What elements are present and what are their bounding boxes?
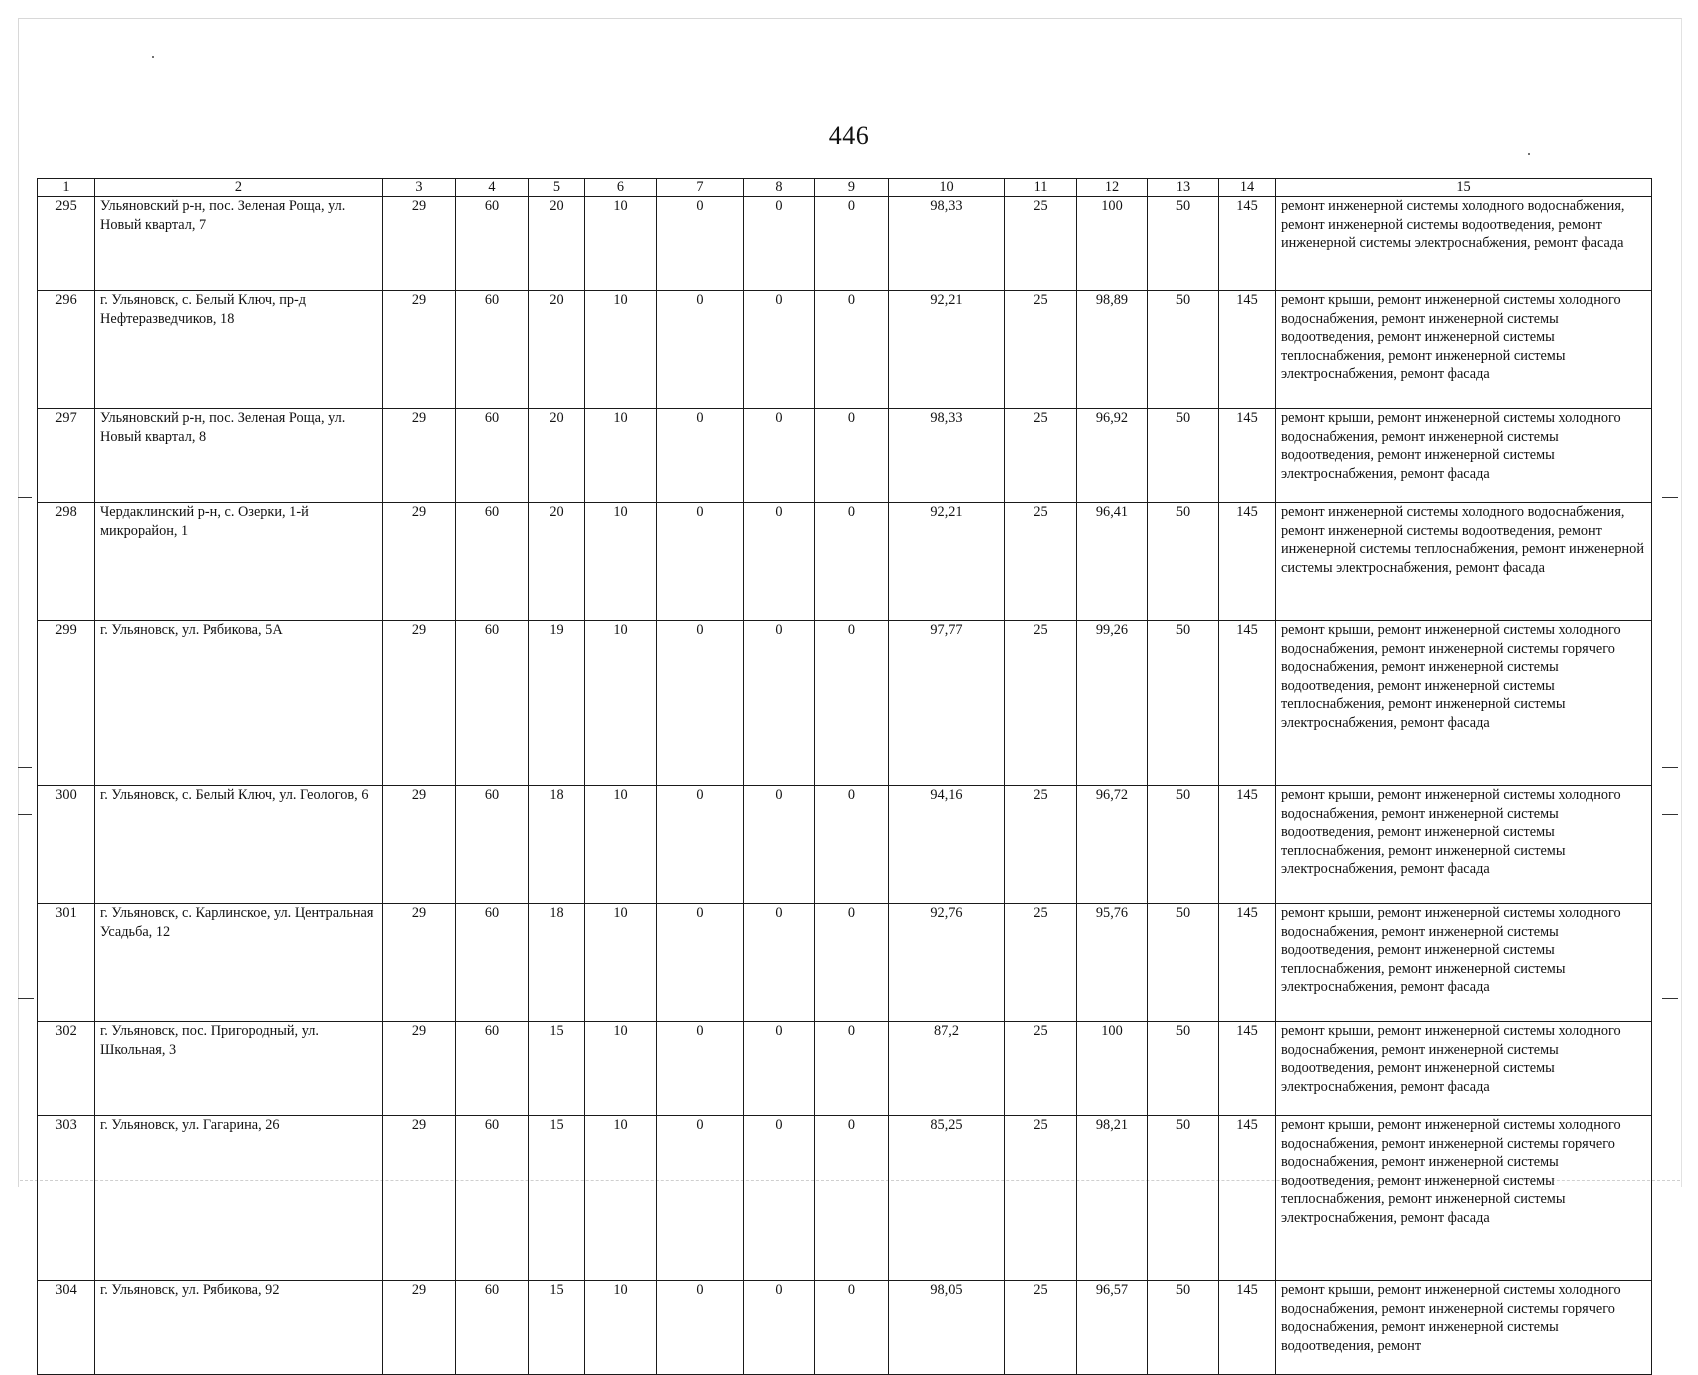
- col4-cell: 60: [456, 197, 529, 291]
- col10-cell: 98,05: [889, 1281, 1005, 1375]
- col14-cell: 145: [1219, 503, 1276, 621]
- col3-cell: 29: [383, 904, 456, 1022]
- col11-cell: 25: [1005, 1116, 1077, 1281]
- col5-cell: 20: [529, 197, 585, 291]
- col4-cell: 60: [456, 1116, 529, 1281]
- col9-cell: 0: [815, 621, 889, 786]
- col9-cell: 0: [815, 1281, 889, 1375]
- column-header-10: 10: [889, 179, 1005, 197]
- column-header-14: 14: [1219, 179, 1276, 197]
- col9-cell: 0: [815, 197, 889, 291]
- col14-cell: 145: [1219, 1281, 1276, 1375]
- col11-cell: 25: [1005, 621, 1077, 786]
- col8-cell: 0: [744, 786, 815, 904]
- col12-cell: 98,89: [1077, 291, 1148, 409]
- col11-cell: 25: [1005, 786, 1077, 904]
- col7-cell: 0: [657, 904, 744, 1022]
- col7-cell: 0: [657, 1281, 744, 1375]
- row-number: 300: [38, 786, 95, 904]
- address-cell: г. Ульяновск, пос. Пригородный, ул. Школьная, 3: [95, 1022, 383, 1116]
- column-header-3: 3: [383, 179, 456, 197]
- col6-cell: 10: [585, 503, 657, 621]
- col5-cell: 15: [529, 1281, 585, 1375]
- col8-cell: 0: [744, 1022, 815, 1116]
- column-header-2: 2: [95, 179, 383, 197]
- col8-cell: 0: [744, 503, 815, 621]
- col5-cell: 15: [529, 1022, 585, 1116]
- address-cell: Ульяновский р-н, пос. Зеленая Роща, ул. Новый квартал, 8: [95, 409, 383, 503]
- row-number: 304: [38, 1281, 95, 1375]
- col6-cell: 10: [585, 786, 657, 904]
- col14-cell: 145: [1219, 409, 1276, 503]
- col7-cell: 0: [657, 786, 744, 904]
- row-number: 296: [38, 291, 95, 409]
- col14-cell: 145: [1219, 904, 1276, 1022]
- table-row: [38, 786, 1652, 904]
- col8-cell: 0: [744, 291, 815, 409]
- col5-cell: 20: [529, 503, 585, 621]
- works-cell: ремонт крыши, ремонт инженерной системы холодного водоснабжения, ремонт инженерной системы горячего водоснабжения, ремонт инженерной системы водоотведения, ремонт инженерной системы теплоснабжения, ремонт инженерной системы электроснабжения, ремонт фасада: [1276, 1116, 1652, 1281]
- col4-cell: 60: [456, 1281, 529, 1375]
- table-row: [38, 1281, 1652, 1375]
- col13-cell: 50: [1148, 786, 1219, 904]
- col13-cell: 50: [1148, 1281, 1219, 1375]
- col12-cell: 98,21: [1077, 1116, 1148, 1281]
- col13-cell: 50: [1148, 197, 1219, 291]
- col5-cell: 20: [529, 291, 585, 409]
- col6-cell: 10: [585, 1022, 657, 1116]
- col4-cell: 60: [456, 1022, 529, 1116]
- col6-cell: 10: [585, 904, 657, 1022]
- col9-cell: 0: [815, 503, 889, 621]
- col12-cell: 96,92: [1077, 409, 1148, 503]
- col14-cell: 145: [1219, 1022, 1276, 1116]
- data-table-container: [37, 178, 1651, 1354]
- column-header-7: 7: [657, 179, 744, 197]
- col6-cell: 10: [585, 409, 657, 503]
- address-cell: г. Ульяновск, ул. Рябикова, 5А: [95, 621, 383, 786]
- table-row: [38, 197, 1652, 291]
- address-cell: Ульяновский р-н, пос. Зеленая Роща, ул. Новый квартал, 7: [95, 197, 383, 291]
- col3-cell: 29: [383, 1022, 456, 1116]
- data-table: [37, 178, 1652, 1375]
- works-cell: ремонт крыши, ремонт инженерной системы холодного водоснабжения, ремонт инженерной системы водоотведения, ремонт инженерной системы теплоснабжения, ремонт инженерной системы электроснабжения, ремонт фасада: [1276, 786, 1652, 904]
- column-header-8: 8: [744, 179, 815, 197]
- col5-cell: 15: [529, 1116, 585, 1281]
- col4-cell: 60: [456, 786, 529, 904]
- table-row: [38, 1022, 1652, 1116]
- col7-cell: 0: [657, 1022, 744, 1116]
- address-cell: г. Ульяновск, с. Белый Ключ, пр-д Нефтеразведчиков, 18: [95, 291, 383, 409]
- col7-cell: 0: [657, 291, 744, 409]
- col9-cell: 0: [815, 409, 889, 503]
- col14-cell: 145: [1219, 621, 1276, 786]
- col12-cell: 99,26: [1077, 621, 1148, 786]
- col3-cell: 29: [383, 503, 456, 621]
- col14-cell: 145: [1219, 197, 1276, 291]
- col4-cell: 60: [456, 904, 529, 1022]
- col10-cell: 87,2: [889, 1022, 1005, 1116]
- table-row: [38, 1116, 1652, 1281]
- col13-cell: 50: [1148, 1116, 1219, 1281]
- col11-cell: 25: [1005, 291, 1077, 409]
- col12-cell: 100: [1077, 1022, 1148, 1116]
- col8-cell: 0: [744, 409, 815, 503]
- margin-tick: [1662, 767, 1678, 768]
- col5-cell: 18: [529, 786, 585, 904]
- col4-cell: 60: [456, 409, 529, 503]
- column-header-9: 9: [815, 179, 889, 197]
- col13-cell: 50: [1148, 904, 1219, 1022]
- col3-cell: 29: [383, 1116, 456, 1281]
- table-row: [38, 291, 1652, 409]
- col10-cell: 85,25: [889, 1116, 1005, 1281]
- row-number: 298: [38, 503, 95, 621]
- works-cell: ремонт крыши, ремонт инженерной системы холодного водоснабжения, ремонт инженерной системы водоотведения, ремонт инженерной системы электроснабжения, ремонт фасада: [1276, 409, 1652, 503]
- col6-cell: 10: [585, 197, 657, 291]
- col9-cell: 0: [815, 904, 889, 1022]
- col10-cell: 92,21: [889, 503, 1005, 621]
- col7-cell: 0: [657, 1116, 744, 1281]
- col12-cell: 96,57: [1077, 1281, 1148, 1375]
- col3-cell: 29: [383, 197, 456, 291]
- col10-cell: 94,16: [889, 786, 1005, 904]
- col10-cell: 97,77: [889, 621, 1005, 786]
- column-header-12: 12: [1077, 179, 1148, 197]
- margin-tick: [1662, 497, 1678, 498]
- col3-cell: 29: [383, 1281, 456, 1375]
- col7-cell: 0: [657, 621, 744, 786]
- margin-tick: [1662, 998, 1678, 999]
- row-number: 302: [38, 1022, 95, 1116]
- col4-cell: 60: [456, 291, 529, 409]
- scan-speck: [152, 56, 154, 58]
- col11-cell: 25: [1005, 904, 1077, 1022]
- works-cell: ремонт инженерной системы холодного водоснабжения, ремонт инженерной системы водоотведения, ремонт инженерной системы теплоснабжения, ремонт инженерной системы электроснабжения, ремонт фасада: [1276, 503, 1652, 621]
- col3-cell: 29: [383, 409, 456, 503]
- col5-cell: 19: [529, 621, 585, 786]
- row-number: 297: [38, 409, 95, 503]
- col10-cell: 98,33: [889, 197, 1005, 291]
- col8-cell: 0: [744, 1281, 815, 1375]
- col13-cell: 50: [1148, 621, 1219, 786]
- column-header-6: 6: [585, 179, 657, 197]
- col6-cell: 10: [585, 291, 657, 409]
- col8-cell: 0: [744, 197, 815, 291]
- col7-cell: 0: [657, 409, 744, 503]
- col10-cell: 98,33: [889, 409, 1005, 503]
- address-cell: г. Ульяновск, с. Карлинское, ул. Центральная Усадьба, 12: [95, 904, 383, 1022]
- col9-cell: 0: [815, 1022, 889, 1116]
- col14-cell: 145: [1219, 1116, 1276, 1281]
- works-cell: ремонт крыши, ремонт инженерной системы холодного водоснабжения, ремонт инженерной системы водоотведения, ремонт инженерной системы теплоснабжения, ремонт инженерной системы электроснабжения, ремонт фасада: [1276, 291, 1652, 409]
- margin-tick: [18, 998, 34, 999]
- row-number: 299: [38, 621, 95, 786]
- margin-tick: [18, 767, 32, 768]
- page-number: 446: [828, 121, 870, 150]
- col10-cell: 92,21: [889, 291, 1005, 409]
- address-cell: Чердаклинский р-н, с. Озерки, 1-й микрорайон, 1: [95, 503, 383, 621]
- col11-cell: 25: [1005, 503, 1077, 621]
- col4-cell: 60: [456, 621, 529, 786]
- address-cell: г. Ульяновск, с. Белый Ключ, ул. Геологов, 6: [95, 786, 383, 904]
- col3-cell: 29: [383, 621, 456, 786]
- col8-cell: 0: [744, 621, 815, 786]
- col8-cell: 0: [744, 904, 815, 1022]
- col9-cell: 0: [815, 786, 889, 904]
- table-body: [38, 197, 1652, 1375]
- margin-tick: [18, 497, 32, 498]
- col9-cell: 0: [815, 291, 889, 409]
- column-header-1: 1: [38, 179, 95, 197]
- col11-cell: 25: [1005, 1022, 1077, 1116]
- col5-cell: 18: [529, 904, 585, 1022]
- col3-cell: 29: [383, 291, 456, 409]
- column-header-5: 5: [529, 179, 585, 197]
- col13-cell: 50: [1148, 409, 1219, 503]
- col12-cell: 95,76: [1077, 904, 1148, 1022]
- table-row: [38, 904, 1652, 1022]
- works-cell: ремонт крыши, ремонт инженерной системы холодного водоснабжения, ремонт инженерной системы горячего водоснабжения, ремонт инженерной системы водоотведения, ремонт инженерной системы теплоснабжения, ремонт инженерной системы электроснабжения, ремонт фасада: [1276, 621, 1652, 786]
- row-number: 303: [38, 1116, 95, 1281]
- col12-cell: 96,41: [1077, 503, 1148, 621]
- col14-cell: 145: [1219, 291, 1276, 409]
- col5-cell: 20: [529, 409, 585, 503]
- col14-cell: 145: [1219, 786, 1276, 904]
- address-cell: г. Ульяновск, ул. Гагарина, 26: [95, 1116, 383, 1281]
- col12-cell: 100: [1077, 197, 1148, 291]
- col13-cell: 50: [1148, 503, 1219, 621]
- margin-tick: [18, 814, 32, 815]
- works-cell: ремонт крыши, ремонт инженерной системы холодного водоснабжения, ремонт инженерной системы водоотведения, ремонт инженерной системы теплоснабжения, ремонт инженерной системы электроснабжения, ремонт фасада: [1276, 904, 1652, 1022]
- row-number: 295: [38, 197, 95, 291]
- works-cell: ремонт инженерной системы холодного водоснабжения, ремонт инженерной системы водоотведения, ремонт инженерной системы электроснабжения, ремонт фасада: [1276, 197, 1652, 291]
- works-cell: ремонт крыши, ремонт инженерной системы холодного водоснабжения, ремонт инженерной системы водоотведения, ремонт инженерной системы электроснабжения, ремонт фасада: [1276, 1022, 1652, 1116]
- col10-cell: 92,76: [889, 904, 1005, 1022]
- address-cell: г. Ульяновск, ул. Рябикова, 92: [95, 1281, 383, 1375]
- col6-cell: 10: [585, 1281, 657, 1375]
- col6-cell: 10: [585, 621, 657, 786]
- col7-cell: 0: [657, 503, 744, 621]
- col4-cell: 60: [456, 503, 529, 621]
- row-number: 301: [38, 904, 95, 1022]
- col13-cell: 50: [1148, 291, 1219, 409]
- header-row: [38, 179, 1652, 197]
- column-header-4: 4: [456, 179, 529, 197]
- col6-cell: 10: [585, 1116, 657, 1281]
- col11-cell: 25: [1005, 197, 1077, 291]
- scan-speck: [1528, 153, 1530, 155]
- works-cell: ремонт крыши, ремонт инженерной системы холодного водоснабжения, ремонт инженерной системы горячего водоснабжения, ремонт инженерной системы водоотведения, ремонт: [1276, 1281, 1652, 1375]
- col11-cell: 25: [1005, 409, 1077, 503]
- col8-cell: 0: [744, 1116, 815, 1281]
- column-header-15: 15: [1276, 179, 1652, 197]
- col7-cell: 0: [657, 197, 744, 291]
- col13-cell: 50: [1148, 1022, 1219, 1116]
- margin-tick: [1662, 814, 1678, 815]
- col11-cell: 25: [1005, 1281, 1077, 1375]
- table-row: [38, 621, 1652, 786]
- col3-cell: 29: [383, 786, 456, 904]
- table-row: [38, 503, 1652, 621]
- table-row: [38, 409, 1652, 503]
- column-header-13: 13: [1148, 179, 1219, 197]
- col12-cell: 96,72: [1077, 786, 1148, 904]
- column-header-11: 11: [1005, 179, 1077, 197]
- col9-cell: 0: [815, 1116, 889, 1281]
